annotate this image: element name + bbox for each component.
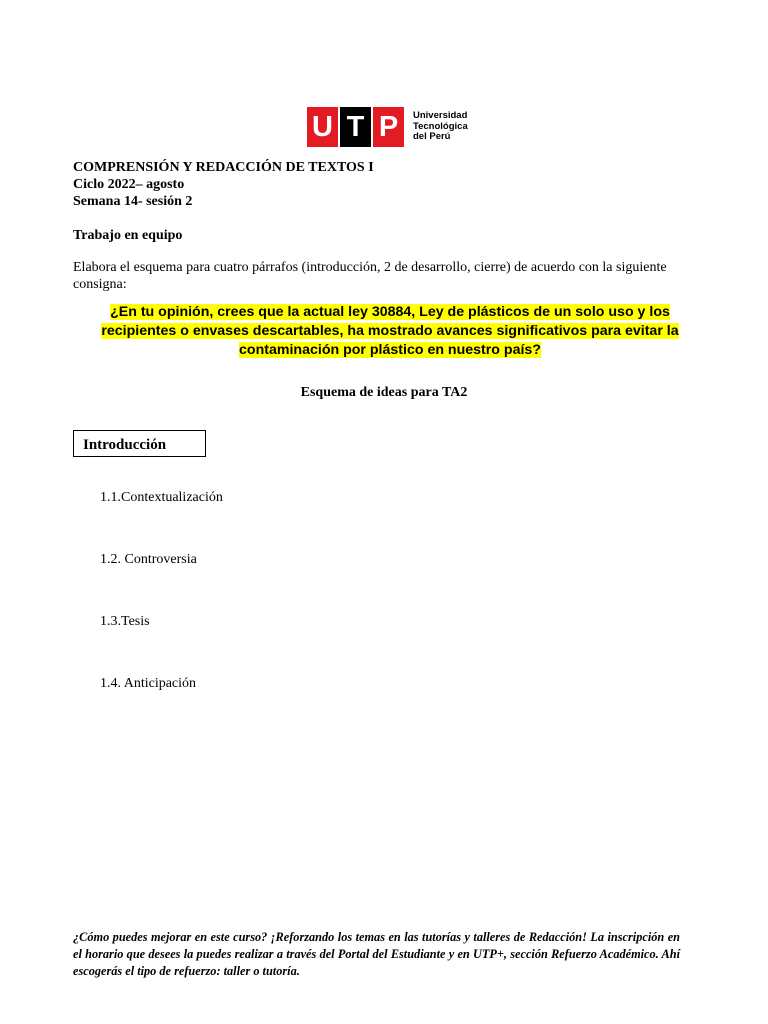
- course-title: COMPRENSIÓN Y REDACCIÓN DE TEXTOS I: [73, 160, 374, 175]
- question-line-3: contaminación por plástico en nuestro país?: [239, 342, 541, 358]
- logo-letter-t: T: [340, 107, 371, 147]
- question-line-1: ¿En tu opinión, crees que la actual ley 30884, Ley de plásticos de un solo uso y los: [110, 304, 670, 320]
- logo-line-2: Tecnológica: [413, 120, 468, 132]
- utp-logo: [307, 107, 468, 147]
- scheme-title: Esquema de ideas para TA2: [300, 385, 468, 400]
- course-cycle: Ciclo 2022– agosto: [73, 177, 185, 192]
- logo-letter-u: U: [307, 107, 338, 147]
- outline-item-anticipation: 1.4. Anticipación: [100, 676, 197, 691]
- footer-note: ¿Cómo puedes mejorar en este curso? ¡Reforzando los temas en las tutorías y talleres de Redacción! La inscripción en el horario que desees la puedes realizar a través del Portal del Estudiante y en UTP+, sección Refuerzo Académico. Ahí escogerás el tipo de refuerzo: taller o tutoría.: [73, 930, 680, 978]
- intro-section-box: Introducción: [73, 430, 206, 457]
- team-work-heading: Trabajo en equipo: [73, 228, 183, 243]
- course-week: Semana 14- sesión 2: [73, 194, 193, 209]
- logo-letter-p: P: [373, 107, 404, 147]
- outline-item-context: 1.1.Contextualización: [100, 490, 223, 505]
- logo-university-name: [413, 111, 468, 143]
- logo-line-1: Universidad: [413, 110, 468, 122]
- logo-line-3: del Perú: [413, 131, 451, 143]
- outline-item-controversy: 1.2. Controversia: [100, 552, 197, 567]
- question-line-2: recipientes o envases descartables, ha mostrado avances significativos para evitar la: [101, 323, 679, 339]
- prompt-question: [80, 303, 700, 360]
- instruction-text: Elabora el esquema para cuatro párrafos (introducción, 2 de desarrollo, cierre) de acuerdo con la siguiente consigna:: [73, 260, 667, 292]
- outline-item-thesis: 1.3.Tesis: [100, 614, 150, 629]
- course-header: [73, 159, 374, 210]
